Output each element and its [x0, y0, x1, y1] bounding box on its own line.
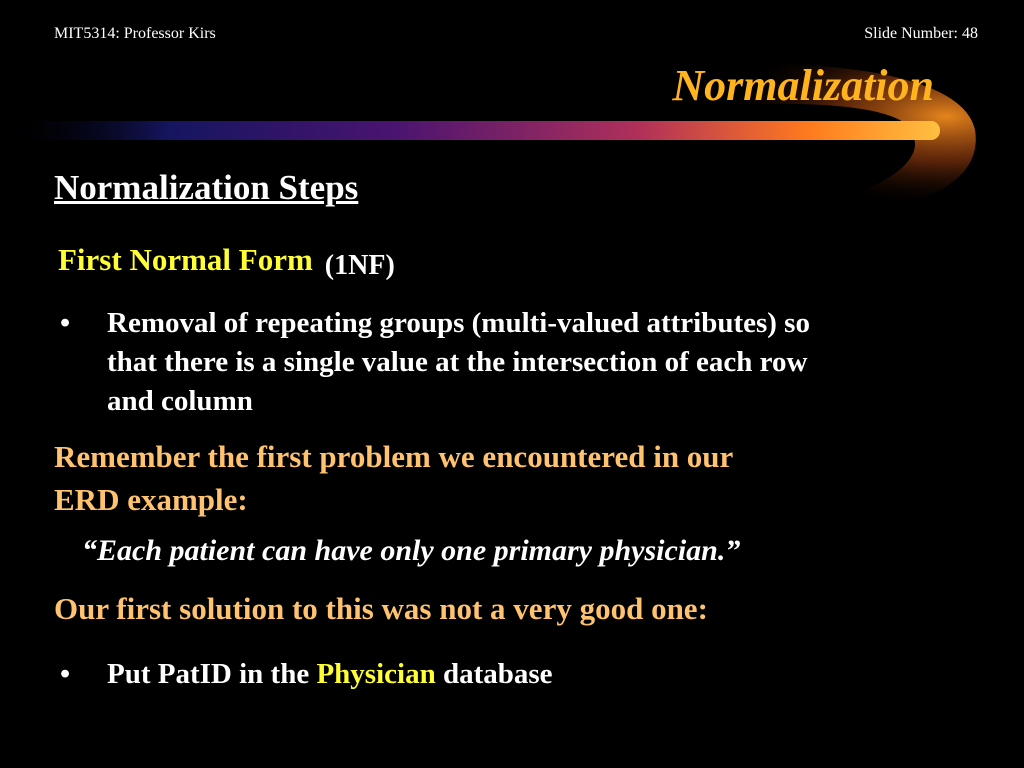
bullet-dot: • — [60, 307, 71, 339]
normal-form-heading — [58, 242, 395, 281]
swoosh-bar — [0, 121, 940, 140]
bullet-item — [60, 304, 860, 424]
form-abbreviation: (1NF) — [324, 250, 395, 281]
remember-line-1: Remember the first problem we encountered in our — [54, 439, 734, 474]
slide-title: Normalization — [672, 61, 934, 110]
remember-line-2: ERD example: — [54, 482, 248, 517]
physician-highlight: Physician — [316, 658, 436, 690]
bullet-text-last — [107, 655, 847, 694]
bullet-item-last — [60, 655, 860, 700]
bullet-dot: • — [60, 658, 71, 690]
slide-number: Slide Number: 48 — [864, 25, 978, 42]
bullet-text-before: Put PatID in the — [107, 658, 317, 690]
solution-line: Our first solution to this was not a very good one: — [54, 591, 708, 626]
bullet-text: Removal of repeating groups (multi-valued attributes) so that there is a single value at the intersection of each row and column — [107, 307, 810, 417]
course-label: MIT5314: Professor Kirs — [54, 25, 216, 42]
bullet-text-after: database — [435, 658, 553, 690]
quote: “Each patient can have only one primary physician.” — [82, 534, 741, 567]
form-name: First Normal Form — [58, 242, 313, 277]
slide-subtitle: Normalization Steps — [54, 168, 359, 207]
